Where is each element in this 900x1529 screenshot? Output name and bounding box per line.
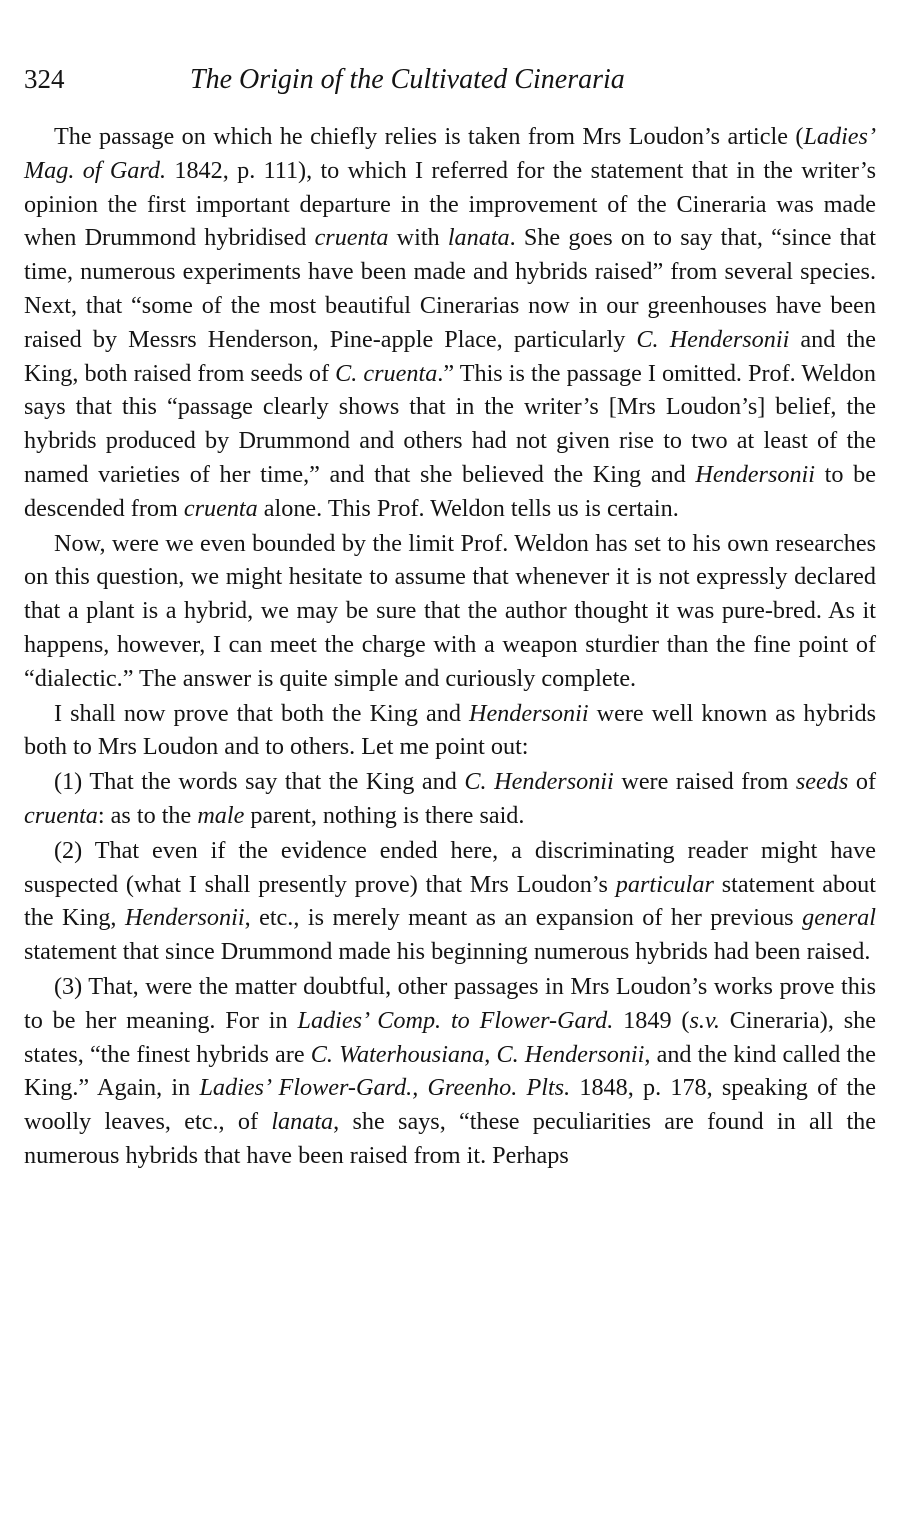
text-run: with <box>388 224 448 252</box>
text-run: , she says, “these peculiarities are found in all the numerous hybrids that have been raised from it. Perhaps <box>24 1108 876 1169</box>
italic-text-run: cruenta <box>24 801 98 829</box>
text-run: parent, nothing is there said. <box>244 801 525 829</box>
text-run: 1842, p. 111), to which I referred for the statement that in the writer’s opinion the first important departure in the improvement of the Cineraria was made when Drummond hybridised <box>24 156 876 252</box>
text-run: .” This is the passage I omitted. Prof. Weldon says that this “passage clearly shows that in the writer’s [Mrs Loudon’s] belief, the hybrids produced by Drummond and others had not given rise to two at least of the named varieties of her time,” and that she believed the King and <box>24 359 876 488</box>
italic-text-run: Ladies’ Comp. to Flower-Gard. <box>297 1006 614 1034</box>
text-run: 1848, p. 178, speaking of the woolly leaves, etc., of <box>24 1074 876 1136</box>
paragraph <box>24 834 876 969</box>
italic-text-run: cruenta <box>314 224 389 252</box>
italic-text-run: male <box>197 801 245 829</box>
italic-text-run: C. Hendersonii <box>496 1040 645 1068</box>
italic-text-run: Hendersonii <box>468 699 589 727</box>
text-run: were well known as hybrids both to Mrs Loudon and to others. Let me point out: <box>24 699 876 761</box>
italic-text-run: cruenta <box>183 494 258 522</box>
page-header <box>24 58 876 110</box>
text-run: The passage on which he chiefly relies is taken from Mrs Loudon’s article ( <box>54 123 804 150</box>
italic-text-run: seeds <box>795 768 849 796</box>
page-number: 324 <box>24 64 65 94</box>
book-page <box>24 58 876 1173</box>
italic-text-run: Ladies’ Mag. of Gard. <box>24 123 876 184</box>
italic-text-run: s.v. <box>689 1006 720 1034</box>
italic-text-run: C. Hendersonii <box>636 325 790 353</box>
paragraph <box>24 120 876 526</box>
italic-text-run: C. Waterhousiana <box>310 1040 485 1068</box>
text-run: I shall now prove that both the King and <box>54 699 469 727</box>
italic-text-run: Hendersonii <box>124 904 245 932</box>
text-run: : as to the <box>97 801 198 829</box>
text-run: , <box>484 1040 497 1068</box>
text-run: to be descended from <box>24 460 876 522</box>
text-run: (1) That the words say that the King and <box>54 768 465 796</box>
italic-text-run: lanata <box>447 224 510 252</box>
text-run: , etc., is merely meant as an expansion of her previous <box>244 904 803 932</box>
italic-text-run: general <box>802 904 876 932</box>
text-run: . She goes on to say that, “since that time, numerous experiments have been made and hybrids raised” from several species. Next, that “some of the most beautiful Cinerarias now in our greenhouses have been raised by Messrs Henderson, Pine-apple Place, particularly <box>24 224 876 353</box>
running-title: The Origin of the Cultivated Cineraria <box>190 64 625 95</box>
text-run: of <box>848 768 877 796</box>
body-text <box>24 120 876 1173</box>
italic-text-run: particular <box>615 870 714 898</box>
italic-text-run: C. cruenta <box>335 359 438 387</box>
text-run: (2) That even if the evidence ended here, a discriminating reader might have suspected (what I shall presently prove) that Mrs Loudon’s <box>24 836 876 898</box>
italic-text-run: lanata <box>271 1108 334 1136</box>
text-run: statement that since Drummond made his beginning numerous hybrids had been raised. <box>24 938 871 966</box>
text-run: alone. This Prof. Weldon tells us is certain. <box>257 494 679 522</box>
paragraph <box>24 697 876 765</box>
text-run: Now, were we even bounded by the limit Prof. Weldon has set to his own researches on this question, we might hesitate to assume that whenever it is not expressly declared that a plant is a hybrid, we may be sure that the author thought it was pure-bred. As it happens, however, I can meet the charge with a weapon sturdier than the fine point of “dialectic.” The answer is quite simple and curiously complete. <box>24 529 876 692</box>
italic-text-run: Ladies’ Flower-Gard., Greenho. Plts. <box>199 1074 571 1102</box>
text-run: 1849 ( <box>613 1006 690 1034</box>
paragraph <box>24 970 876 1173</box>
text-run: were raised from <box>613 768 796 796</box>
paragraph <box>24 765 876 833</box>
text-run: , and the kind called the King.” Again, in <box>24 1040 877 1102</box>
italic-text-run: C. Hendersonii <box>464 768 614 796</box>
italic-text-run: Hendersonii <box>695 460 816 488</box>
paragraph <box>24 527 876 696</box>
text-run: (3) That, were the matter doubtful, other passages in Mrs Loudon’s works prove this to be her meaning. For in <box>24 972 876 1034</box>
text-run: Cineraria), she states, “the finest hybrids are <box>24 1006 876 1068</box>
text-run: and the King, both raised from seeds of <box>24 325 876 387</box>
text-run: statement about the King, <box>24 870 876 932</box>
